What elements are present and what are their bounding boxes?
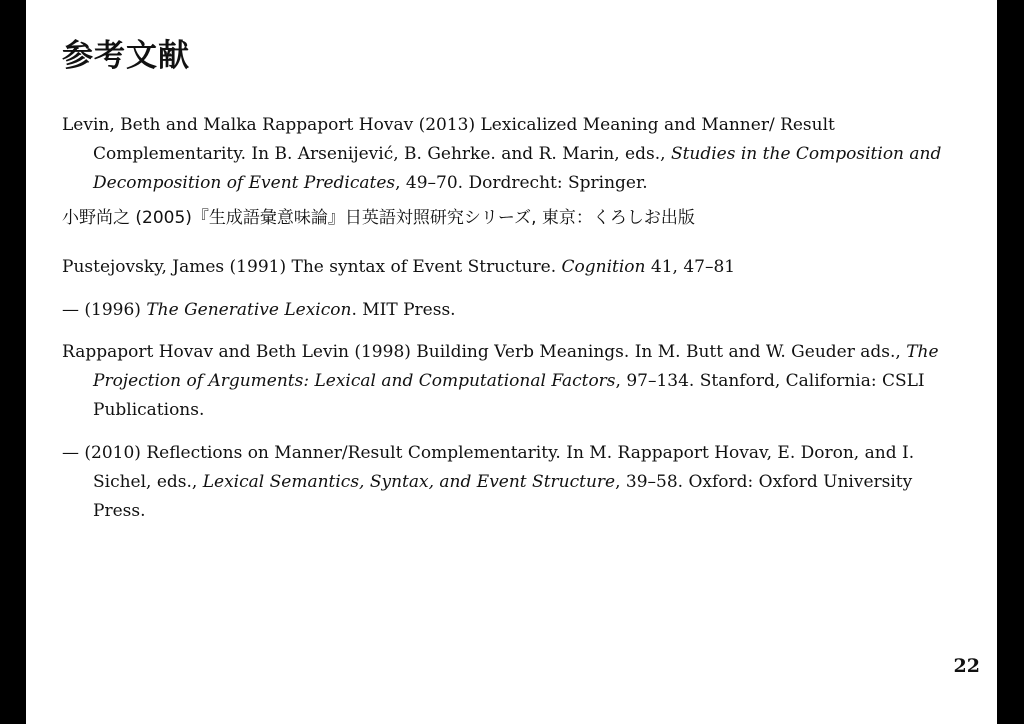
reference-entry: [62, 253, 962, 282]
reference-text: , 49–70. Dordrecht: Springer.: [395, 173, 648, 193]
reference-text: Pustejovsky, James (1991) The syntax of Event Structure.: [62, 257, 562, 277]
reference-text: — (2010) Reflections on Manner/Result Complementarity. In M. Rappaport Hovav, E. Doron, and I. Sichel, eds.,: [62, 443, 915, 492]
reference-text: 41, 47–81: [645, 257, 736, 277]
reference-text: . MIT Press.: [351, 300, 456, 320]
reference-text: Rappaport Hovav and Beth Levin (1998) Building Verb Meanings. In M. Butt and W. Geuder ads.,: [62, 342, 907, 362]
reference-text: , 39–58. Oxford: Oxford University Press.: [93, 472, 913, 521]
reference-title-italic: Lexical Semantics, Syntax, and Event Structure: [202, 472, 616, 492]
slide-title: 参考文献: [62, 38, 190, 74]
reference-text: , 97–134. Stanford, California: CSLI Publications.: [93, 371, 925, 420]
reference-entry: [62, 204, 962, 233]
reference-entry: [62, 111, 962, 198]
slide-page: [26, 0, 997, 724]
reference-list: [62, 111, 962, 526]
reference-title-italic: The Projection of Arguments: Lexical and Computational Factors: [93, 342, 939, 391]
reference-text: — (1996): [62, 300, 147, 320]
reference-entry: [62, 296, 962, 325]
reference-title-italic: Cognition: [561, 257, 646, 277]
reference-title-italic: The Generative Lexicon: [146, 300, 352, 320]
reference-text: Levin, Beth and Malka Rappaport Hovav (2013) Lexicalized Meaning and Manner/ Result Complementarity. In B. Arsenijević, B. Gehrke. and R. Marin, eds.,: [62, 115, 835, 164]
reference-title-italic: Studies in the Composition and Decomposition of Event Predicates: [93, 144, 942, 193]
page-number: 22: [953, 655, 980, 677]
reference-entry: [62, 439, 962, 526]
reference-text: 小野尚之 (2005)『生成語彙意味論』日英語対照研究シリーズ, 東京：くろしお出版: [62, 208, 695, 228]
reference-entry: [62, 338, 962, 425]
